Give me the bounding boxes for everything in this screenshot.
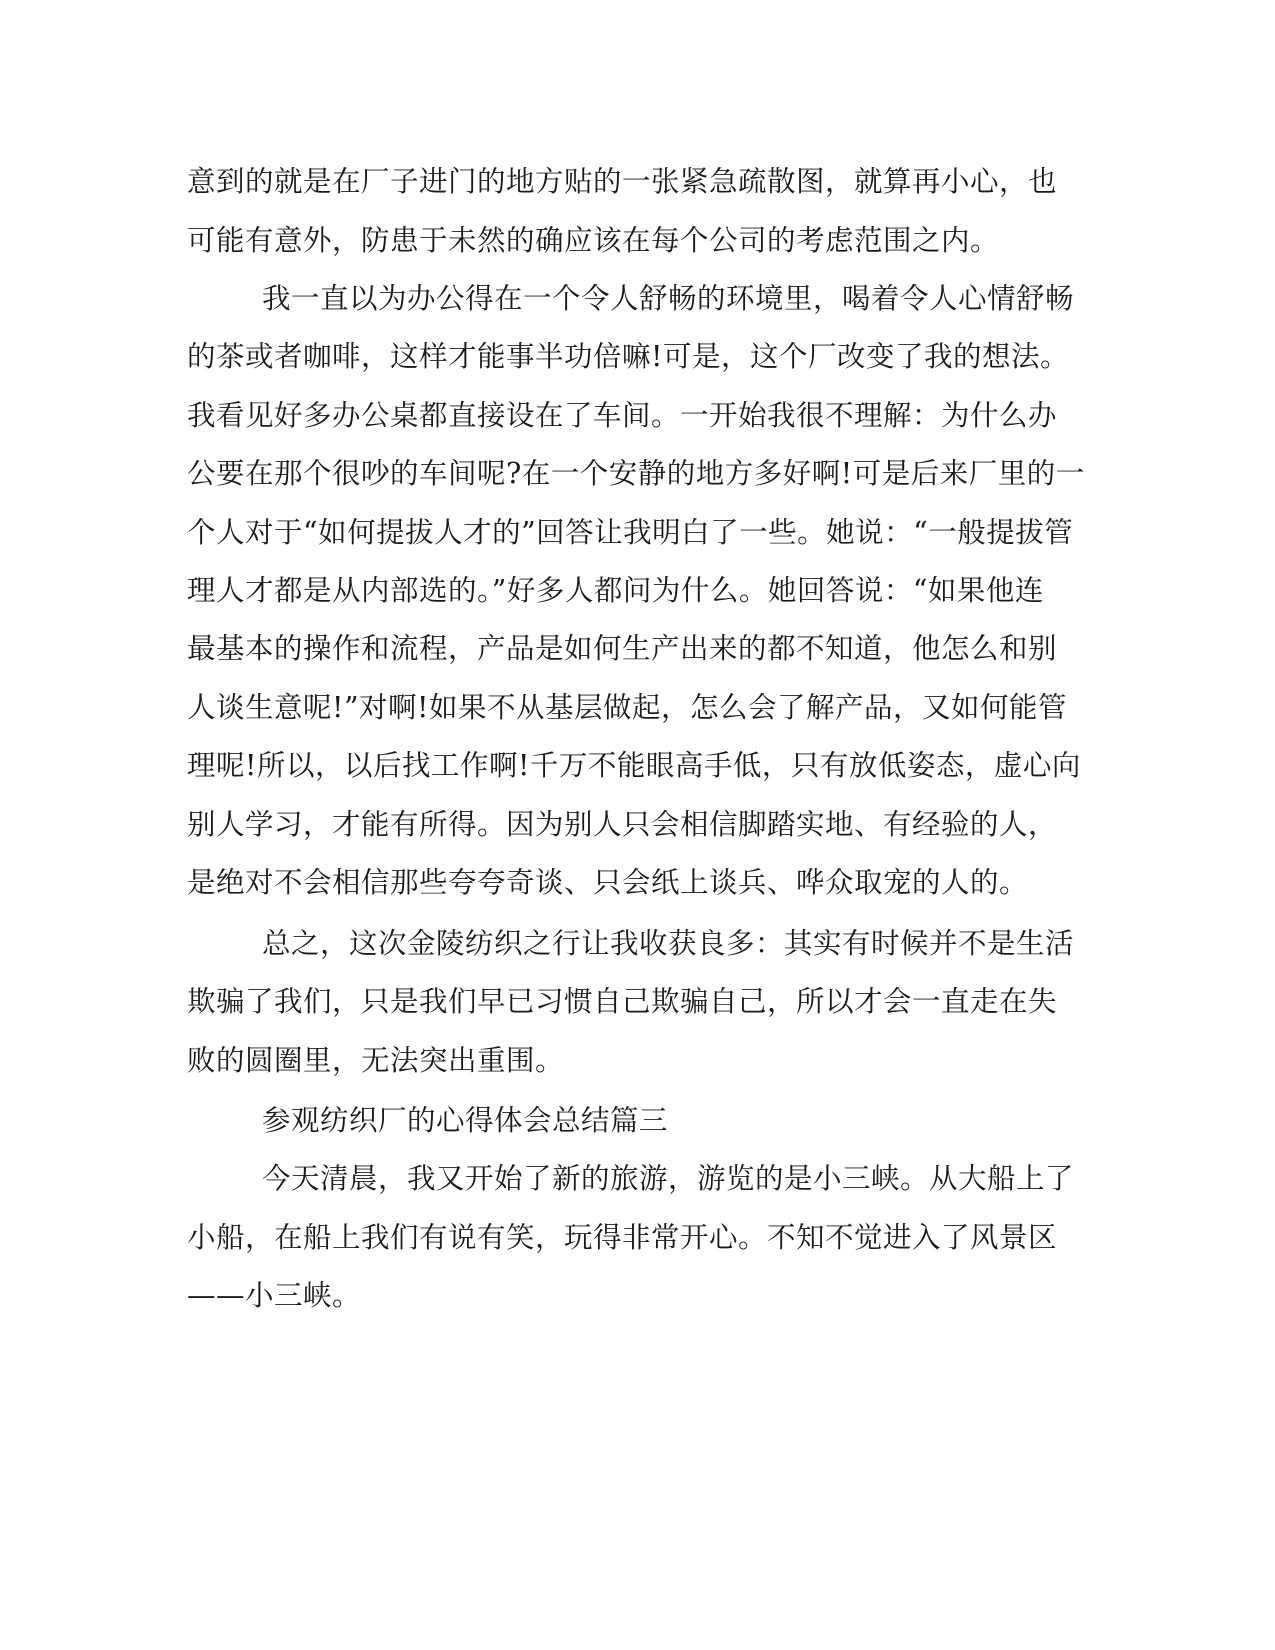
- section-heading: 参观纺织厂的心得体会总结篇三: [262, 1104, 669, 1137]
- text-line: 可能有意外，防患于未然的确应该在每个公司的考虑范围之内。: [187, 224, 1000, 257]
- text-line: 公要在那个很吵的车间呢?在一个安静的地方多好啊!可是后来厂里的一: [187, 457, 1085, 490]
- paragraph-start-line: 今天清晨，我又开始了新的旅游，游览的是小三峡。从大船上了: [262, 1162, 1075, 1195]
- text-line: 人谈生意呢!”对啊!如果不从基层做起，怎么会了解产品，又如何能管: [187, 691, 1067, 724]
- text-line: 个人对于“如何提拔人才的”回答让我明白了一些。她说：“一般提拔管: [187, 516, 1074, 549]
- text-line: 我看见好多办公桌都直接设在了车间。一开始我很不理解：为什么办: [187, 399, 1058, 432]
- text-line: 意到的就是在厂子进门的地方贴的一张紧急疏散图，就算再小心，也: [187, 165, 1058, 198]
- text-line: ——小三峡。: [187, 1279, 362, 1312]
- text-line: 理人才都是从内部选的。”好多人都问为什么。她回答说：“如果他连: [187, 574, 1044, 607]
- paragraph-start-line: 我一直以为办公得在一个令人舒畅的环境里，喝着令人心情舒畅: [262, 282, 1075, 315]
- text-line: 小船，在船上我们有说有笑，玩得非常开心。不知不觉进入了风景区: [187, 1221, 1058, 1254]
- text-line: 是绝对不会相信那些夸夸奇谈、只会纸上谈兵、哗众取宠的人的。: [187, 866, 1029, 899]
- paragraph-start-line: 总之，这次金陵纺织之行让我收获良多：其实有时候并不是生活: [262, 927, 1075, 960]
- text-line: 的茶或者咖啡，这样才能事半功倍嘛!可是，这个厂改变了我的想法。: [187, 340, 1069, 373]
- text-line: 别人学习，才能有所得。因为别人只会相信脚踏实地、有经验的人，: [187, 808, 1058, 841]
- text-line: 理呢!所以，以后找工作啊!千万不能眼高手低，只有放低姿态，虚心向: [187, 749, 1081, 782]
- text-line: 败的圆圈里，无法突出重围。: [187, 1044, 565, 1077]
- text-line: 最基本的操作和流程，产品是如何生产出来的都不知道，他怎么和别: [187, 632, 1058, 665]
- text-line: 欺骗了我们，只是我们早已习惯自己欺骗自己，所以才会一直走在失: [187, 985, 1058, 1018]
